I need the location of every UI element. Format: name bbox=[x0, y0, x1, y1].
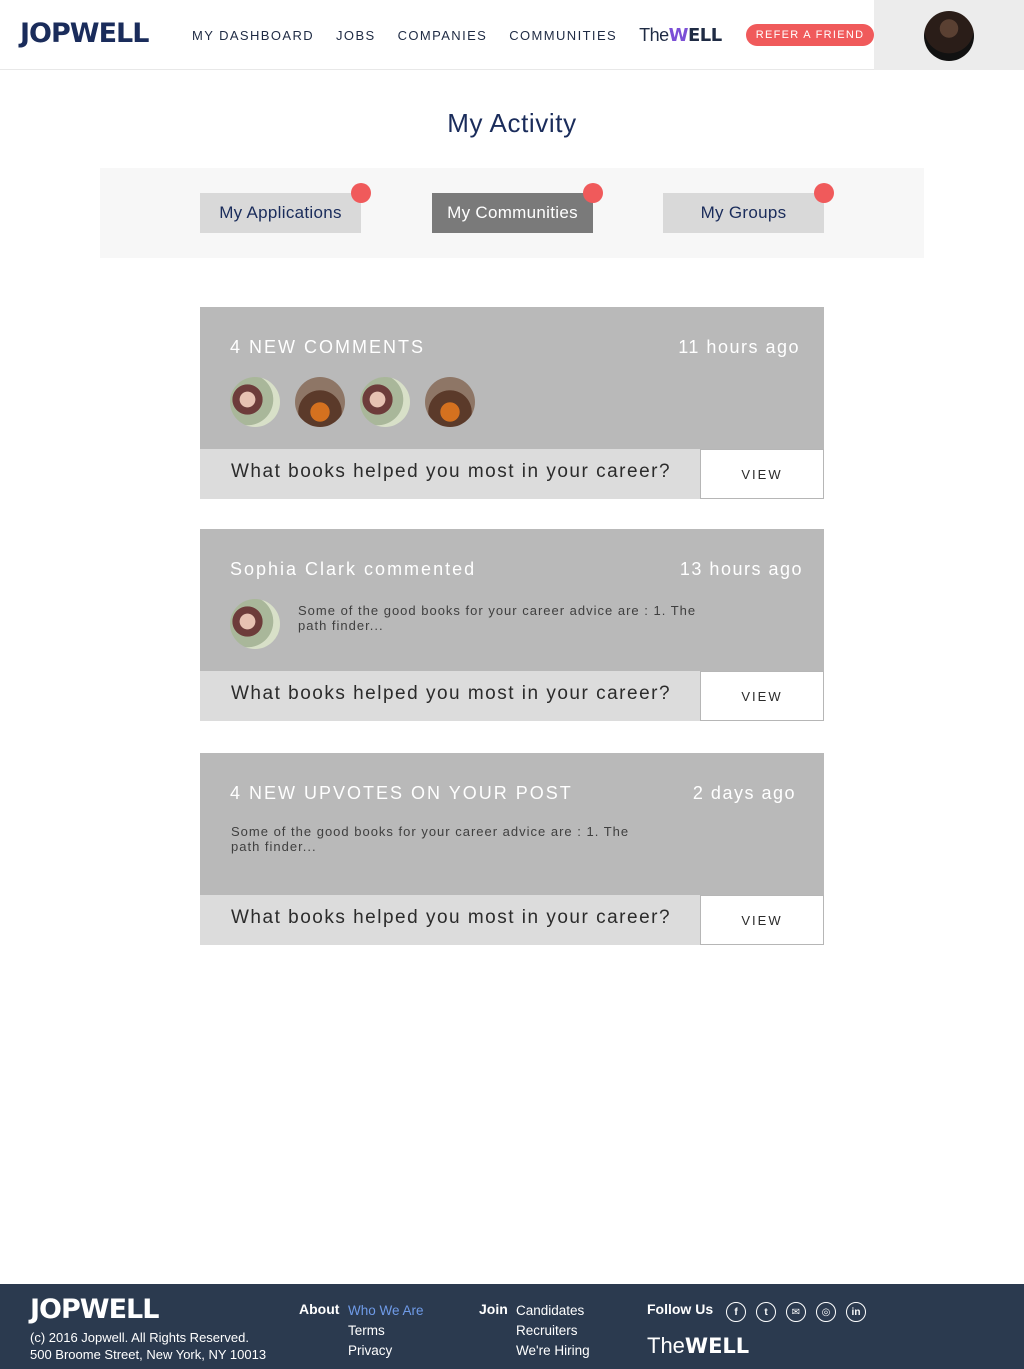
card-heading: 4 NEW UPVOTES ON YOUR POST bbox=[230, 783, 573, 803]
post-question[interactable]: What books helped you most in your career? bbox=[231, 683, 672, 704]
site-footer bbox=[0, 1284, 1024, 1369]
notification-dot bbox=[814, 183, 834, 203]
footer-link-candidates[interactable]: Candidates bbox=[516, 1303, 585, 1318]
notification-dot bbox=[351, 183, 371, 203]
tab-my-communities[interactable] bbox=[432, 193, 593, 233]
view-button[interactable]: VIEW bbox=[700, 895, 824, 945]
tab-label: My Communities bbox=[447, 203, 578, 222]
tab-my-applications[interactable] bbox=[200, 193, 361, 233]
footer-about-title: About bbox=[299, 1301, 340, 1317]
tab-my-groups[interactable] bbox=[663, 193, 824, 233]
social-links bbox=[726, 1302, 876, 1322]
footer-link-who-we-are[interactable]: Who We Are bbox=[348, 1303, 424, 1318]
tab-label: My Groups bbox=[700, 203, 787, 222]
card-timestamp: 2 days ago bbox=[692, 783, 796, 803]
post-question[interactable]: What books helped you most in your career? bbox=[231, 907, 672, 928]
jopwell-logo[interactable]: JOPWELL bbox=[20, 18, 149, 49]
card-summary bbox=[200, 753, 824, 895]
top-header bbox=[0, 0, 1024, 70]
activity-card bbox=[200, 529, 824, 721]
nav-communities[interactable]: COMMUNITIES bbox=[509, 27, 618, 43]
commenter-avatar[interactable] bbox=[230, 377, 280, 427]
footer-follow-title: Follow Us bbox=[647, 1301, 714, 1317]
activity-card bbox=[200, 753, 824, 945]
refer-a-friend-button[interactable]: REFER A FRIEND bbox=[746, 24, 875, 46]
card-timestamp: 11 hours ago bbox=[678, 337, 800, 357]
instagram-icon[interactable]: ◎ bbox=[816, 1302, 836, 1322]
commenter-avatars bbox=[230, 599, 295, 649]
activity-card bbox=[200, 307, 824, 499]
email-icon[interactable]: ✉ bbox=[786, 1302, 806, 1322]
the-well-logo-the: The bbox=[639, 24, 669, 45]
footer-about-links bbox=[348, 1301, 424, 1361]
footer-link-privacy[interactable]: Privacy bbox=[348, 1343, 393, 1358]
footer-the-well-logo[interactable]: The WELL bbox=[647, 1333, 750, 1358]
footer-link-recruiters[interactable]: Recruiters bbox=[516, 1323, 578, 1338]
view-button[interactable]: VIEW bbox=[700, 449, 824, 499]
post-question[interactable]: What books helped you most in your career? bbox=[231, 461, 672, 482]
footer-link-hiring[interactable]: We're Hiring bbox=[516, 1343, 590, 1358]
card-question-row bbox=[200, 895, 824, 945]
nav-my-dashboard[interactable]: MY DASHBOARD bbox=[192, 27, 315, 43]
user-avatar[interactable] bbox=[924, 11, 974, 61]
commenter-avatar[interactable] bbox=[295, 377, 345, 427]
nav-jobs[interactable]: JOBS bbox=[336, 27, 376, 43]
card-summary bbox=[200, 529, 824, 671]
footer-logo[interactable]: JOPWELL bbox=[30, 1294, 159, 1325]
linkedin-icon[interactable]: in bbox=[846, 1302, 866, 1322]
nav-companies[interactable]: COMPANIES bbox=[397, 27, 488, 43]
card-question-row bbox=[200, 671, 824, 721]
facebook-icon[interactable]: f bbox=[726, 1302, 746, 1322]
post-snippet: Some of the good books for your career advice are : 1. The path finder... bbox=[231, 824, 630, 854]
footer-join-title: Join bbox=[479, 1301, 508, 1317]
user-menu[interactable] bbox=[874, 0, 1024, 70]
card-timestamp: 13 hours ago bbox=[679, 559, 803, 579]
the-well-logo-word: WELL bbox=[668, 24, 722, 46]
main-nav bbox=[192, 0, 874, 70]
card-heading: Sophia Clark commented bbox=[230, 559, 477, 579]
commenter-avatar[interactable] bbox=[360, 377, 410, 427]
the-well-logo[interactable] bbox=[639, 25, 722, 46]
card-heading: 4 NEW COMMENTS bbox=[230, 337, 426, 357]
activity-tabs bbox=[100, 168, 924, 258]
commenter-avatar[interactable] bbox=[425, 377, 475, 427]
comment-snippet: Some of the good books for your career advice are : 1. The path finder... bbox=[298, 603, 697, 633]
notification-dot bbox=[583, 183, 603, 203]
card-summary bbox=[200, 307, 824, 449]
twitter-icon[interactable]: t bbox=[756, 1302, 776, 1322]
footer-copyright: (c) 2016 Jopwell. All Rights Reserved. 500 Broome Street, New York, NY 10013 bbox=[30, 1330, 267, 1362]
page-title: My Activity bbox=[447, 108, 577, 138]
commenter-avatar[interactable] bbox=[230, 599, 280, 649]
footer-join-links bbox=[516, 1301, 590, 1361]
footer-link-terms[interactable]: Terms bbox=[348, 1323, 385, 1338]
card-question-row bbox=[200, 449, 824, 499]
commenter-avatars bbox=[230, 377, 490, 427]
view-button[interactable]: VIEW bbox=[700, 671, 824, 721]
tab-label: My Applications bbox=[219, 203, 342, 222]
